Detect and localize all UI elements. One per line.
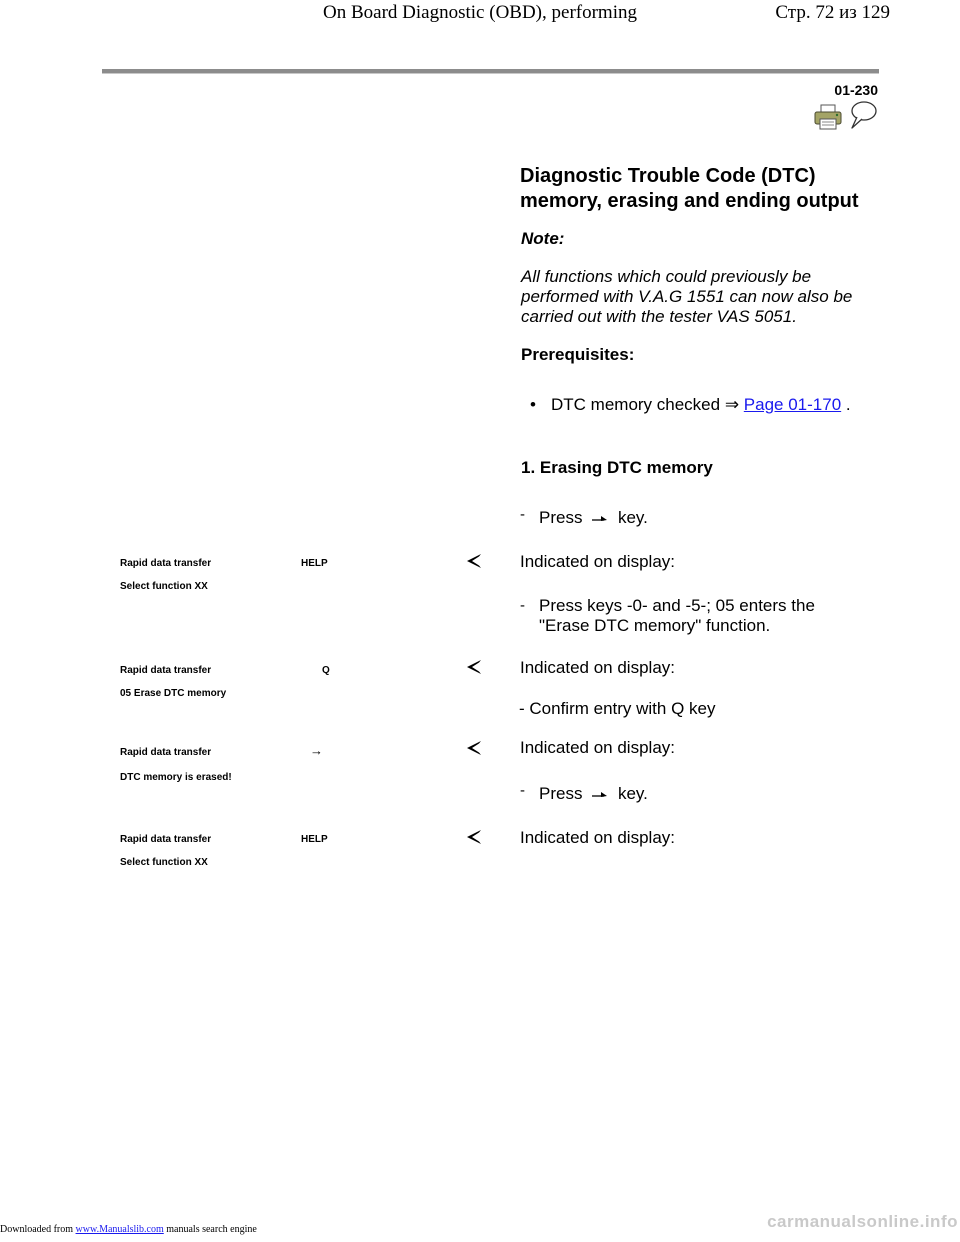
step-press-arrow — [520, 784, 860, 804]
step-press-keys-text: Press keys -0- and -5-; 05 enters the "Erase DTC memory" function. — [539, 596, 815, 635]
indicated-on-display: Indicated on display: — [520, 738, 675, 757]
step-press: Press — [539, 784, 583, 803]
prerequisite-suffix: . — [841, 395, 851, 414]
arrow-key-icon — [591, 513, 609, 525]
display-line1: Rapid data transfer — [120, 747, 212, 758]
display-line1: Rapid data transfer — [120, 665, 212, 676]
display-line2: 05 Erase DTC memory — [120, 688, 227, 699]
step-key: key. — [617, 784, 648, 803]
page-counter: Стр. 72 из 129 — [775, 2, 890, 23]
display-line2: Select function XX — [120, 857, 208, 868]
prerequisites-label: Prerequisites: — [521, 345, 635, 364]
pointer-left-icon — [466, 659, 482, 675]
step-confirm: - Confirm entry with Q key — [519, 699, 716, 718]
header-rule — [102, 69, 879, 74]
section-heading: Diagnostic Trouble Code (DTC) memory, erasing and ending output — [520, 165, 859, 212]
display-key: HELP — [301, 558, 328, 569]
display-line2: Select function XX — [120, 581, 208, 592]
step-press-keys — [520, 596, 860, 636]
step-dash: - — [520, 782, 525, 799]
printer-icon[interactable] — [813, 104, 843, 130]
display-key: HELP — [301, 834, 328, 845]
indicated-on-display: Indicated on display: — [520, 828, 675, 847]
speech-bubble-icon[interactable] — [848, 100, 878, 130]
display-line1: Rapid data transfer — [120, 558, 212, 569]
footer-tagline: manuals search engine — [163, 1224, 257, 1235]
step-dash: - — [520, 506, 525, 523]
note-label: Note: — [521, 229, 565, 248]
prerequisite-item — [530, 395, 860, 415]
arrow-key-icon — [591, 789, 609, 801]
page-id: 01-230 — [834, 82, 878, 98]
window-title: On Board Diagnostic (OBD), performing — [323, 2, 637, 23]
indicated-on-display: Indicated on display: — [520, 658, 675, 677]
step-title: 1. Erasing DTC memory — [521, 458, 713, 477]
pointer-left-icon — [466, 829, 482, 845]
display-line2: DTC memory is erased! — [120, 772, 232, 783]
step-key: key. — [617, 508, 648, 527]
page-link[interactable]: Page 01-170 — [743, 395, 842, 414]
bullet-icon: • — [530, 395, 536, 414]
footer-source — [0, 1224, 257, 1235]
prerequisite-text: DTC memory checked ⇒ — [551, 395, 744, 414]
step-press: Press — [539, 508, 583, 527]
pointer-left-icon — [466, 740, 482, 756]
step-dash: - — [520, 597, 525, 614]
footer-site-link[interactable]: www.Manualslib.com — [75, 1224, 164, 1235]
watermark: carmanualsonline.info — [767, 1212, 958, 1231]
indicated-on-display: Indicated on display: — [520, 552, 675, 571]
footer-downloaded: Downloaded from — [0, 1224, 76, 1235]
note-text: All functions which could previously be performed with V.A.G 1551 can now also be carried out with the tester VAS 5051. — [521, 267, 853, 326]
display-key: → — [310, 743, 323, 758]
step-press-arrow — [520, 508, 860, 528]
pointer-left-icon — [466, 553, 482, 569]
display-key: Q — [322, 665, 330, 676]
display-line1: Rapid data transfer — [120, 834, 212, 845]
